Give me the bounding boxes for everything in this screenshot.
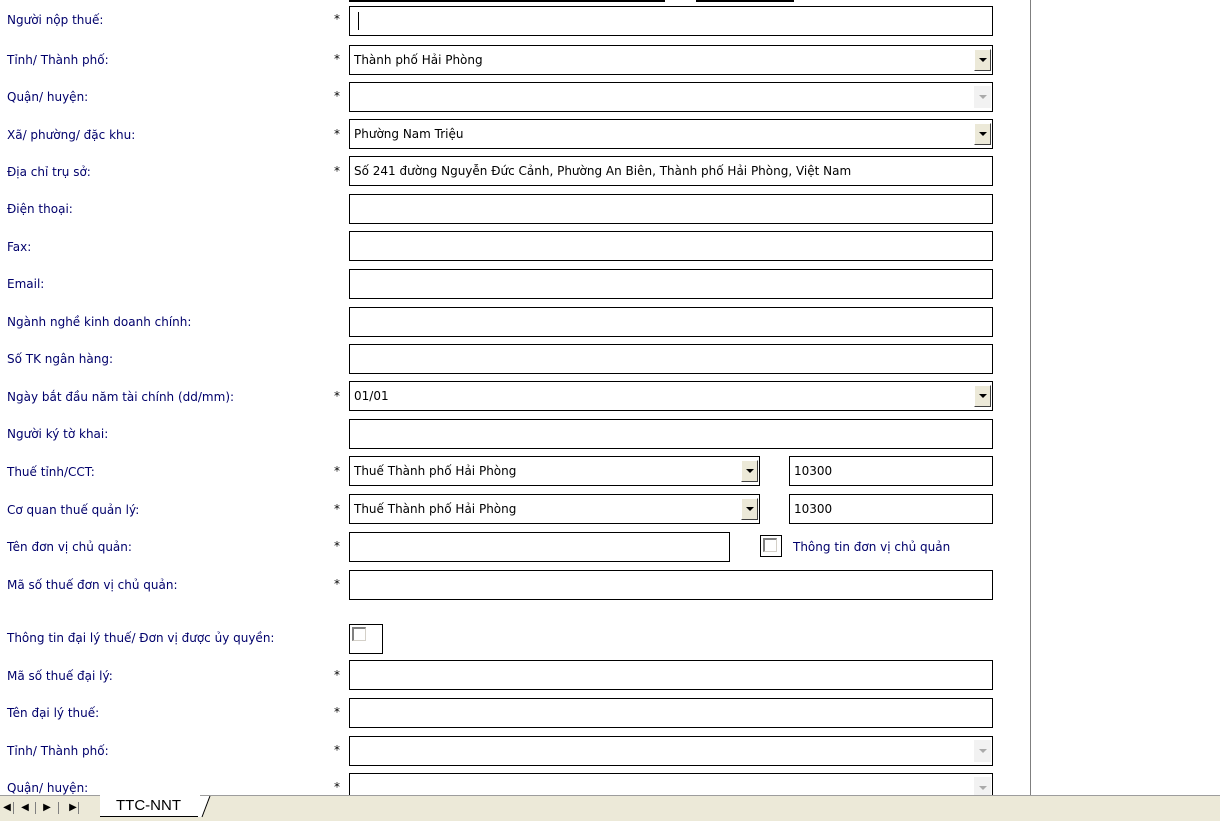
next-sheet-icon[interactable]: ▶ [43, 802, 51, 813]
chevron-down-icon [746, 469, 754, 473]
chevron-down-icon [979, 132, 987, 136]
chevron-down-icon [979, 786, 987, 790]
don-vi-chu-quan-checkbox[interactable] [760, 535, 782, 557]
nav-separator [78, 802, 79, 814]
nguoi-nop-thue-input[interactable] [349, 6, 993, 36]
nganh-nghe-input[interactable] [349, 307, 993, 337]
last-sheet-icon[interactable]: ▶​ [69, 802, 77, 813]
nav-separator [58, 802, 59, 814]
label-dien-thoai: Điện thoại: [7, 202, 73, 216]
dropdown-button[interactable] [974, 49, 991, 71]
so-tk-input[interactable] [349, 344, 993, 374]
quan-huyen-select[interactable] [349, 82, 993, 112]
sheet-tab-bar [0, 795, 1220, 821]
first-sheet-icon[interactable]: ◀ [3, 802, 11, 813]
tab-ttc-nnt-label: TTC-NNT [116, 797, 181, 814]
prev-sheet-icon[interactable]: ◀ [21, 802, 29, 813]
dai-ly-tinh-select[interactable] [349, 736, 993, 766]
dropdown-button[interactable] [741, 460, 758, 482]
co-quan-thue-select[interactable] [349, 494, 760, 524]
ngay-bat-dau-value: 01/01 [354, 389, 389, 403]
label-ten-don-vi-chu-quan: Tên đơn vị chủ quản: [7, 540, 132, 554]
required-mark: * [334, 164, 340, 178]
label-ngay-bat-dau: Ngày bắt đầu năm tài chính (dd/mm): [7, 390, 235, 404]
required-mark: * [334, 52, 340, 66]
xa-phuong-select[interactable] [349, 119, 993, 149]
label-dai-ly-tinh: Tỉnh/ Thành phố: [7, 744, 109, 758]
xa-phuong-value: Phường Nam Triệu [354, 127, 464, 141]
label-dai-ly: Thông tin đại lý thuế/ Đơn vị được ủy quyền: [7, 631, 275, 645]
required-mark: * [334, 389, 340, 403]
thue-tinh-code[interactable]: 10300 [789, 456, 993, 486]
thue-tinh-value: Thuế Thành phố Hải Phòng [354, 464, 517, 478]
label-dai-ly-quan: Quận/ huyện: [7, 781, 89, 795]
required-mark: * [334, 577, 340, 591]
dropdown-button[interactable] [974, 86, 991, 108]
chevron-down-icon [979, 394, 987, 398]
mst-don-vi-chu-quan-input[interactable] [349, 570, 993, 600]
mst-dai-ly-input[interactable] [349, 660, 993, 690]
don-vi-chu-quan-checkbox-label: Thông tin đơn vị chủ quản [793, 540, 951, 554]
required-mark: * [334, 539, 340, 553]
label-mst-dai-ly: Mã số thuế đại lý: [7, 669, 113, 683]
required-mark: * [334, 89, 340, 103]
tinh-thanh-pho-select[interactable] [349, 45, 993, 75]
dropdown-button[interactable] [741, 498, 758, 520]
co-quan-thue-code[interactable]: 10300 [789, 494, 993, 524]
required-mark: * [334, 127, 340, 141]
label-email: Email: [7, 277, 45, 291]
chevron-down-icon [746, 507, 754, 511]
required-mark: * [334, 705, 340, 719]
label-nganh-nghe: Ngành nghề kinh doanh chính: [7, 315, 192, 329]
top-field-border-2 [696, 0, 794, 2]
tab-ttc-nnt[interactable] [100, 795, 200, 817]
ten-dai-ly-input[interactable] [349, 698, 993, 728]
dropdown-button[interactable] [974, 385, 991, 407]
label-dia-chi: Địa chỉ trụ sở: [7, 165, 91, 179]
nav-separator [13, 802, 14, 814]
dia-chi-input[interactable]: Số 241 đường Nguyễn Đức Cảnh, Phường An Biên, Thành phố Hải Phòng, Việt Nam [349, 156, 993, 186]
thue-tinh-select[interactable] [349, 456, 760, 486]
label-quan-huyen: Quận/ huyện: [7, 90, 89, 104]
dien-thoai-input[interactable] [349, 194, 993, 224]
label-xa-phuong: Xã/ phường/ đặc khu: [7, 128, 136, 142]
chevron-down-icon [979, 58, 987, 62]
column-divider [1030, 0, 1031, 795]
dai-ly-checkbox[interactable] [349, 624, 383, 654]
required-mark: * [334, 780, 340, 794]
label-nguoi-ky: Người ký tờ khai: [7, 427, 109, 441]
label-mst-don-vi-chu-quan: Mã số thuế đơn vị chủ quản: [7, 578, 178, 592]
tab-edge [198, 796, 212, 818]
ten-don-vi-chu-quan-input[interactable] [349, 532, 730, 562]
required-mark: * [334, 668, 340, 682]
label-thue-tinh: Thuế tỉnh/CCT: [7, 465, 95, 479]
label-co-quan-thue: Cơ quan thuế quản lý: [7, 503, 140, 517]
label-so-tk: Số TK ngân hàng: [7, 352, 114, 366]
label-nguoi-nop-thue: Người nộp thuế: [7, 13, 104, 27]
co-quan-thue-value: Thuế Thành phố Hải Phòng [354, 502, 517, 516]
required-mark: * [334, 743, 340, 757]
dropdown-button[interactable] [974, 123, 991, 145]
chevron-down-icon [979, 749, 987, 753]
required-mark: * [334, 464, 340, 478]
tinh-thanh-pho-value: Thành phố Hải Phòng [354, 53, 483, 67]
email-input[interactable] [349, 269, 993, 299]
label-fax: Fax: [7, 240, 32, 254]
chevron-down-icon [979, 95, 987, 99]
nav-separator [35, 802, 36, 814]
nguoi-ky-input[interactable] [349, 419, 993, 449]
dropdown-button[interactable] [974, 740, 991, 762]
label-tinh-thanh-pho: Tỉnh/ Thành phố: [7, 53, 109, 67]
label-ten-dai-ly: Tên đại lý thuế: [7, 706, 100, 720]
ngay-bat-dau-select[interactable] [349, 381, 993, 411]
required-mark: * [334, 12, 340, 26]
required-mark: * [334, 502, 340, 516]
top-field-border [349, 0, 665, 2]
fax-input[interactable] [349, 231, 993, 261]
